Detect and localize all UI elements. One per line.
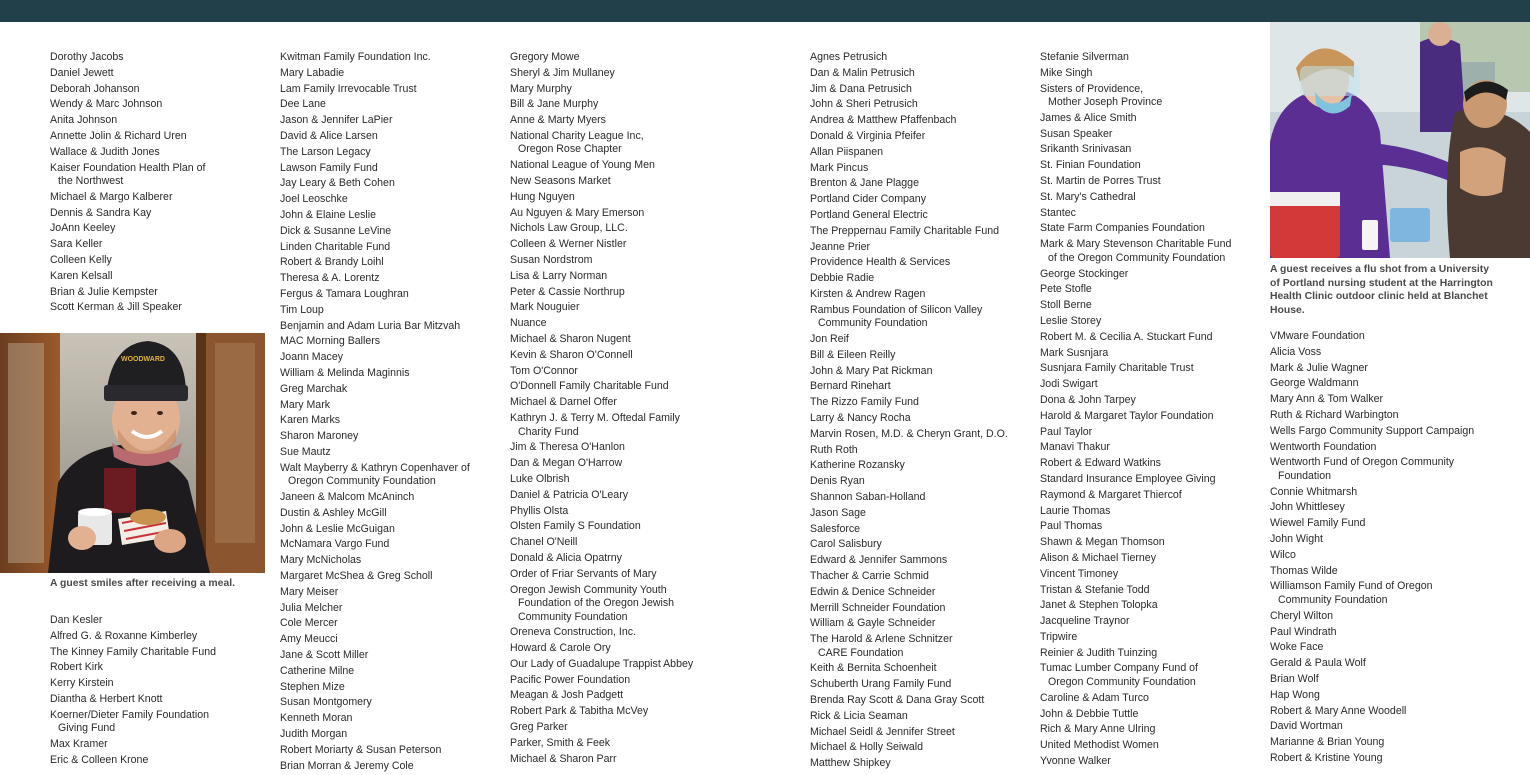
donor-name: Rich & Mary Anne Ulring <box>1040 723 1156 736</box>
donor-column-d <box>810 51 1030 773</box>
donor-name: VMware Foundation <box>1270 330 1365 342</box>
donor-name: Joel Leoschke <box>280 193 348 206</box>
flu-shot-illustration <box>1270 22 1530 258</box>
meal-guest-photo <box>0 333 265 573</box>
donor-name: Reinier & Judith Tuinzing <box>1040 646 1158 659</box>
donor-name: Marvin Rosen, M.D. & Cheryn Grant, D.O. <box>810 427 1008 440</box>
donor-name: The Rizzo Family Fund <box>810 396 919 409</box>
donor-name: Merrill Schneider Foundation <box>810 601 946 614</box>
donor-name: National Charity League Inc, Oregon Rose Chapter <box>510 129 644 156</box>
donor-name: Denis Ryan <box>810 475 865 488</box>
donor-name: Gerald & Paula Wolf <box>1270 657 1366 670</box>
donor-name: Michael & Margo Kalberer <box>50 190 173 203</box>
donor-name: Mark & Julie Wagner <box>1270 361 1368 374</box>
donor-name: JoAnn Keeley <box>50 222 116 235</box>
donor-name: George Waldmann <box>1270 377 1359 390</box>
donor-name: United Methodist Women <box>1040 739 1159 752</box>
donor-name: Susan Montgomery <box>280 696 372 709</box>
donor-name: John & Leslie McGuigan <box>280 522 395 535</box>
donor-name: Dennis & Sandra Kay <box>50 206 152 219</box>
donor-name: John & Debbie Tuttle <box>1040 707 1139 720</box>
donor-name: Shawn & Megan Thomson <box>1040 536 1165 549</box>
donor-name: George Stockinger <box>1040 267 1129 280</box>
donor-name: Sue Mautz <box>280 445 331 458</box>
donor-name: Phyllis Olsta <box>510 504 569 517</box>
donor-name: Michael & Darnel Offer <box>510 396 617 409</box>
donor-name: Sisters of Providence, Mother Joseph Province <box>1040 82 1163 109</box>
donor-name: St. Martin de Porres Trust <box>1040 175 1161 188</box>
donor-name: Susnjara Family Charitable Trust <box>1040 362 1194 375</box>
donor-name: Mark & Mary Stevenson Charitable Fund of the Oregon Community Foundation <box>1040 238 1232 264</box>
donor-name: National League of Young Men <box>510 159 655 172</box>
donor-name: Nichols Law Group, LLC. <box>510 222 628 235</box>
donor-name: St. Finian Foundation <box>1040 159 1141 172</box>
donor-name: Our Lady of Guadalupe Trappist Abbey <box>510 657 694 670</box>
donor-name: Tim Loup <box>280 303 324 316</box>
donor-name: Brenton & Jane Plagge <box>810 177 919 190</box>
donor-name: Mark Pincus <box>810 161 869 174</box>
donor-name: Robert Park & Tabitha McVey <box>510 705 649 718</box>
donor-name: Bill & Eileen Reilly <box>810 348 896 361</box>
donor-name: Michael & Sharon Nugent <box>510 333 631 346</box>
flu-shot-photo <box>1270 22 1530 258</box>
donor-name: Robert M. & Cecilia A. Stuckart Fund <box>1040 330 1213 343</box>
donor-name: Amy Meucci <box>280 633 338 646</box>
donor-name: Tripwire <box>1040 630 1078 643</box>
donor-name: Robert & Mary Anne Woodell <box>1270 704 1407 717</box>
donor-name: Alison & Michael Tierney <box>1040 551 1156 564</box>
donor-name: Greg Parker <box>510 721 568 734</box>
donor-name: Lam Family Irrevocable Trust <box>280 82 417 95</box>
beanie-logo-text: WOODWARD <box>121 356 165 363</box>
donor-name: The Preppernau Family Charitable Fund <box>810 224 1000 237</box>
donor-name: Brenda Ray Scott & Dana Gray Scott <box>810 694 985 707</box>
donor-name: Karen Marks <box>280 414 341 427</box>
donor-name: Portland Cider Company <box>810 193 926 206</box>
donor-name: Susan Speaker <box>1040 127 1113 140</box>
donor-name: Kenneth Moran <box>280 712 353 725</box>
donor-name: Larry & Nancy Rocha <box>810 412 911 425</box>
donor-name: Janeen & Malcom McAninch <box>280 491 415 504</box>
donor-name: Providence Health & Services <box>810 256 951 269</box>
donor-name: Katherine Rozansky <box>810 459 905 472</box>
donor-name: Dorothy Jacobs <box>50 51 124 63</box>
donor-name: Mary Mark <box>280 398 331 411</box>
donor-name: Paul Taylor <box>1040 425 1093 438</box>
donor-name: Stefanie Silverman <box>1040 51 1129 63</box>
donor-name: Lawson Family Fund <box>280 161 378 174</box>
donor-name: Hung Nguyen <box>510 190 575 203</box>
donor-name: Thomas Wilde <box>1270 564 1338 577</box>
donor-name: Deborah Johanson <box>50 82 140 95</box>
donor-name: Nuance <box>510 317 547 330</box>
donor-name: Donald & Virginia Pfeifer <box>810 129 926 142</box>
donor-name: Wentworth Foundation <box>1270 440 1377 453</box>
donor-name: Luke Olbrish <box>510 472 570 485</box>
meal-photo-caption: A guest smiles after receiving a meal. <box>50 578 235 589</box>
donor-name: Carol Salisbury <box>810 538 882 551</box>
donor-name: Alfred G. & Roxanne Kimberley <box>50 629 198 642</box>
donor-name: Stephen Mize <box>280 680 345 693</box>
donor-column-f <box>1270 330 1520 768</box>
donor-name: Wilco <box>1270 548 1296 561</box>
donor-name: Koerner/Dieter Family Foundation Giving Fund <box>50 708 209 735</box>
donor-name: Wells Fargo Community Support Campaign <box>1270 424 1475 437</box>
donor-name: Raymond & Margaret Thiercof <box>1040 488 1182 501</box>
donor-name: Debbie Radie <box>810 272 875 285</box>
donor-name: MAC Morning Ballers <box>280 335 381 348</box>
donor-name: Michael Seidl & Jennifer Street <box>810 725 955 738</box>
donor-name: Yvonne Walker <box>1040 754 1111 767</box>
donor-name: Diantha & Herbert Knott <box>50 692 163 705</box>
donor-name: Marianne & Brian Young <box>1270 736 1385 749</box>
donor-name: Dick & Susanne LeVine <box>280 224 392 237</box>
donor-name: Shannon Saban-Holland <box>810 491 926 504</box>
donor-name: Judith Morgan <box>280 727 348 740</box>
donor-name: Tom O'Connor <box>510 364 578 377</box>
donor-name: Mike Singh <box>1040 66 1093 79</box>
donor-name: Bernard Rinehart <box>810 380 891 393</box>
donor-name: Colleen & Werner Nistler <box>510 238 627 251</box>
donor-name: Robert & Edward Watkins <box>1040 457 1161 470</box>
donor-name: Parker, Smith & Feek <box>510 736 611 749</box>
donor-column-a-top <box>50 51 270 317</box>
donor-name: Lisa & Larry Norman <box>510 269 608 282</box>
donor-name: Michael & Sharon Parr <box>510 752 617 765</box>
donor-name: Mary Meiser <box>280 585 339 598</box>
donor-name: Wiewel Family Fund <box>1270 517 1366 530</box>
donor-name: Daniel Jewett <box>50 66 114 79</box>
donor-name: Matthew Shipkey <box>810 757 891 770</box>
donor-name: Agnes Petrusich <box>810 51 888 63</box>
donor-name: Vincent Timoney <box>1040 567 1119 580</box>
donor-name: Ruth & Richard Warbington <box>1270 408 1399 421</box>
donor-name: Stantec <box>1040 206 1076 219</box>
donor-name: Stoll Berne <box>1040 299 1092 312</box>
donor-name: Gregory Mowe <box>510 51 580 63</box>
donor-name: Brian & Julie Kempster <box>50 285 158 298</box>
donor-name: Tumac Lumber Company Fund of Oregon Community Foundation <box>1040 662 1198 688</box>
donor-name: The Harold & Arlene Schnitzer CARE Foundation <box>810 633 953 659</box>
donor-name: David Wortman <box>1270 720 1343 733</box>
donor-name: Robert & Brandy Loihl <box>280 256 384 269</box>
donor-name: Brian Morran & Jeremy Cole <box>280 759 414 772</box>
donor-name: Peter & Cassie Northrup <box>510 285 625 298</box>
donor-name: Benjamin and Adam Luria Bar Mitzvah <box>280 319 461 332</box>
top-bar <box>0 0 1530 22</box>
donor-name: Order of Friar Servants of Mary <box>510 567 657 580</box>
donor-name: Michael & Holly Seiwald <box>810 741 924 754</box>
donor-name: Theresa & A. Lorentz <box>280 272 380 285</box>
donor-name: Woke Face <box>1270 641 1324 654</box>
donor-name: Oreneva Construction, Inc. <box>510 626 637 639</box>
donor-name: Dona & John Tarpey <box>1040 393 1136 406</box>
donor-name: Dee Lane <box>280 98 326 111</box>
donor-name: Srikanth Srinivasan <box>1040 143 1132 156</box>
donor-name: Julia Melcher <box>280 601 343 614</box>
donor-name: Daniel & Patricia O'Leary <box>510 488 629 501</box>
donor-name: Margaret McShea & Greg Scholl <box>280 570 433 582</box>
donor-name: Cole Mercer <box>280 617 338 630</box>
donor-name: Oregon Jewish Community Youth Foundation of the Oregon Jewish Community Foundation <box>510 583 675 623</box>
donor-name: Cheryl Wilton <box>1270 609 1333 622</box>
donor-name: State Farm Companies Foundation <box>1040 222 1205 235</box>
donor-name: Kevin & Sharon O'Connell <box>510 348 633 361</box>
donor-name: Scott Kerman & Jill Speaker <box>50 301 182 314</box>
donor-column-c <box>510 51 800 768</box>
donor-name: Mark Nouguier <box>510 301 580 314</box>
donor-name: John & Mary Pat Rickman <box>810 364 933 377</box>
donor-name: David & Alice Larsen <box>280 129 378 142</box>
donor-name: Schuberth Urang Family Fund <box>810 678 952 691</box>
donor-column-e <box>1040 51 1265 771</box>
donor-name: Kaiser Foundation Health Plan of the Northwest <box>50 161 206 188</box>
donor-name: Jeanne Prier <box>810 240 871 253</box>
donor-name: William & Gayle Schneider <box>810 617 936 630</box>
donor-name: Sara Keller <box>50 238 103 251</box>
donor-name: James & Alice Smith <box>1040 111 1137 124</box>
donor-name: Williamson Family Fund of Oregon Community Foundation <box>1270 580 1433 606</box>
donor-name: Dan & Malin Petrusich <box>810 66 915 79</box>
donor-name: Kwitman Family Foundation Inc. <box>280 51 431 63</box>
donor-name: Robert & Kristine Young <box>1270 751 1383 764</box>
donor-name: Max Kramer <box>50 738 108 751</box>
donor-name: Kathryn J. & Terry M. Oftedal Family Charity Fund <box>510 412 680 438</box>
donor-name: McNamara Vargo Fund <box>280 538 390 551</box>
donor-name: Alicia Voss <box>1270 345 1322 358</box>
donor-name: Mary Murphy <box>510 82 572 95</box>
donor-name: William & Melinda Maginnis <box>280 366 410 379</box>
donor-name: Jacqueline Traynor <box>1040 615 1130 628</box>
donor-name: Mary Labadie <box>280 66 345 79</box>
donor-name: Andrea & Matthew Pfaffenbach <box>810 114 957 127</box>
donor-name: Kerry Kirstein <box>50 677 114 690</box>
donor-name: Anita Johnson <box>50 114 118 127</box>
donor-name: Dan Kesler <box>50 614 103 626</box>
donor-name: Keith & Bernita Schoenheit <box>810 662 937 675</box>
donor-name: Pacific Power Foundation <box>510 673 631 686</box>
donor-column-b <box>280 51 500 775</box>
donor-name: Jim & Theresa O'Hanlon <box>510 441 625 454</box>
donor-name: Sheryl & Jim Mullaney <box>510 66 615 79</box>
donor-name: Howard & Carole Ory <box>510 642 611 655</box>
donor-name: Edwin & Denice Schneider <box>810 585 936 598</box>
donor-name: Edward & Jennifer Sammons <box>810 554 948 567</box>
donor-name: Mary McNicholas <box>280 554 362 567</box>
donor-name: Laurie Thomas <box>1040 504 1111 517</box>
donor-name: Allan Piispanen <box>810 145 884 158</box>
donor-name: Jason & Jennifer LaPier <box>280 114 393 127</box>
donor-name: Jay Leary & Beth Cohen <box>280 177 395 190</box>
donor-name: Thacher & Carrie Schmid <box>810 570 929 582</box>
donor-name: Wentworth Fund of Oregon Community Foundation <box>1270 456 1455 482</box>
donor-name: Jodi Swigart <box>1040 378 1098 391</box>
donor-name: Tristan & Stefanie Todd <box>1040 583 1150 596</box>
donor-name: Donald & Alicia Opatrny <box>510 551 622 564</box>
donor-name: Joann Macey <box>280 351 344 364</box>
donor-name: Jane & Scott Miller <box>280 648 369 661</box>
donor-name: Jim & Dana Petrusich <box>810 82 912 95</box>
donor-name: Pete Stofle <box>1040 283 1092 296</box>
donor-name: Fergus & Tamara Loughran <box>280 287 409 300</box>
donor-name: New Seasons Market <box>510 175 611 188</box>
donor-name: Au Nguyen & Mary Emerson <box>510 206 645 219</box>
donor-name: Walt Mayberry & Kathryn Copenhaver of Oregon Community Foundation <box>280 461 470 488</box>
donor-name: Dustin & Ashley McGill <box>280 506 387 519</box>
donor-name: Portland General Electric <box>810 208 928 221</box>
donor-name: Ruth Roth <box>810 443 858 456</box>
donor-name: Robert Kirk <box>50 661 103 674</box>
donor-name: Meagan & Josh Padgett <box>510 689 624 702</box>
donor-name: Rick & Licia Seaman <box>810 709 908 722</box>
donor-name: Karen Kelsall <box>50 269 113 282</box>
donor-name: Standard Insurance Employee Giving <box>1040 472 1216 485</box>
donor-name: Kirsten & Andrew Ragen <box>810 287 926 300</box>
donor-name: Mark Susnjara <box>1040 346 1109 359</box>
donor-name: Wendy & Marc Johnson <box>50 98 163 111</box>
donor-name: Harold & Margaret Taylor Foundation <box>1040 409 1214 422</box>
donor-name: Rambus Foundation of Silicon Valley Community Foundation <box>810 303 983 330</box>
donor-name: St. Mary's Cathedral <box>1040 190 1136 203</box>
donor-name: Catherine Milne <box>280 664 355 677</box>
donor-name: O'Donnell Family Charitable Fund <box>510 380 669 393</box>
donor-name: Salesforce <box>810 522 861 535</box>
donor-name: The Larson Legacy <box>280 145 371 158</box>
donor-name: Manavi Thakur <box>1040 441 1110 454</box>
donor-name: Wallace & Judith Jones <box>50 145 160 158</box>
donor-name: Jason Sage <box>810 506 866 519</box>
donor-name: Bill & Jane Murphy <box>510 98 599 111</box>
donor-name: Hap Wong <box>1270 688 1320 701</box>
donor-name: Paul Thomas <box>1040 520 1103 533</box>
donor-name: Caroline & Adam Turco <box>1040 691 1149 704</box>
donor-name: Janet & Stephen Tolopka <box>1040 599 1158 612</box>
donor-name: Greg Marchak <box>280 382 348 395</box>
donor-name: Brian Wolf <box>1270 672 1319 685</box>
donor-name: Leslie Storey <box>1040 314 1102 327</box>
donor-name: Susan Nordstrom <box>510 254 593 267</box>
donor-name: Connie Whitmarsh <box>1270 485 1358 498</box>
donor-name: Paul Windrath <box>1270 625 1337 638</box>
donor-name: Jon Reif <box>810 333 849 346</box>
donor-name: Linden Charitable Fund <box>280 240 391 253</box>
meal-guest-illustration <box>0 333 265 573</box>
flu-photo-caption: A guest receives a flu shot from a University of Portland nursing student at the Harrington Health Clinic outdoor clinic held at Blanchet House. <box>1270 264 1493 316</box>
donor-name: The Kinney Family Charitable Fund <box>50 645 217 658</box>
donor-name: John Wight <box>1270 533 1323 546</box>
donor-name: Colleen Kelly <box>50 254 112 267</box>
donor-column-a-bottom <box>50 614 270 770</box>
donor-name: Robert Moriarty & Susan Peterson <box>280 743 442 756</box>
donor-name: John Whittlesey <box>1270 501 1345 514</box>
donor-name: Eric & Colleen Krone <box>50 753 149 766</box>
donor-name: Mary Ann & Tom Walker <box>1270 393 1384 406</box>
donor-name: John & Sheri Petrusich <box>810 98 918 111</box>
donor-name: Annette Jolin & Richard Uren <box>50 129 187 142</box>
donor-name: Sharon Maroney <box>280 430 359 443</box>
donor-name: John & Elaine Leslie <box>280 208 376 221</box>
donor-name: Anne & Marty Myers <box>510 114 606 127</box>
donor-name: Dan & Megan O'Harrow <box>510 457 623 470</box>
donor-name: Chanel O'Neill <box>510 536 578 549</box>
donor-name: Olsten Family S Foundation <box>510 520 641 533</box>
